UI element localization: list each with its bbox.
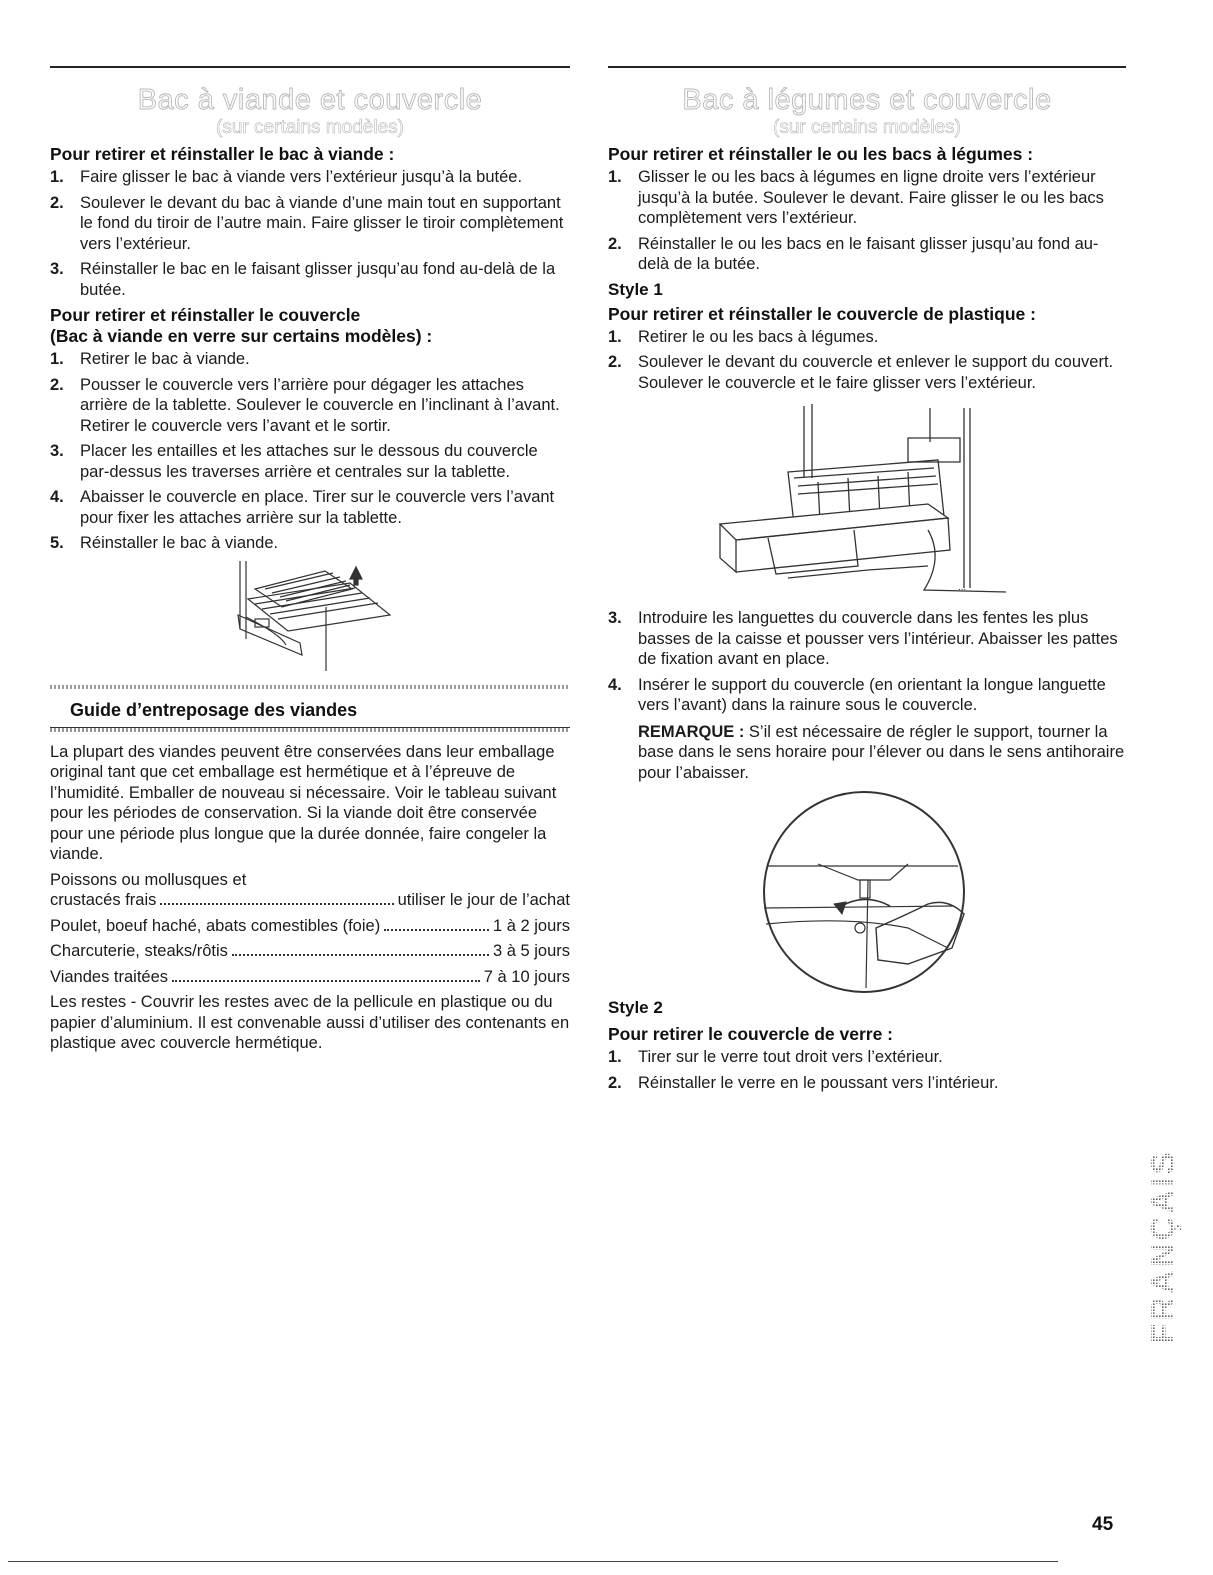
cover-steps <box>50 349 570 554</box>
list-item: 2. Réinstaller le ou les bacs en le faisant glisser jusqu’au fond au-delà de la butée. <box>608 234 1099 273</box>
list-item: 3. Réinstaller le bac en le faisant glisser jusqu’au fond au-delà de la butée. <box>50 260 556 299</box>
storage-row: crustacés frais utiliser le jour de l’achat <box>50 891 570 909</box>
storage-row: Charcuterie, steaks/rôtis 3 à 5 jours <box>50 942 570 960</box>
crisper-steps <box>608 167 1126 275</box>
language-side-tab <box>1144 1086 1182 1348</box>
page-number: 45 <box>1092 1514 1114 1535</box>
list-item: 1. Glisser le ou les bacs à légumes en ligne droite vers l’extérieur jusqu’à la butée. Soulever le devant. Faire glisser le ou les bacs complètement vers l’extérieur. <box>608 168 1104 227</box>
list-item: 4. Abaisser le couvercle en place. Tirer sur le couvercle vers l’avant pour fixer les attaches arrière sur la tablette. <box>50 488 555 527</box>
list-item: 2. Pousser le couvercle vers l’arrière pour dégager les attaches arrière de la tablette. Soulever le couvercle en l’inclinant à l’avant. Retirer le couvercle vers l’avant et le sortir. <box>50 375 560 435</box>
meat-drawer-cover-illustration <box>50 559 570 671</box>
hatch-divider <box>50 728 570 732</box>
list-item: 1. Faire glisser le bac à viande vers l’extérieur jusqu’à la butée. <box>50 168 523 186</box>
remark-note: REMARQUE : S’il est nécessaire de régler le support, tourner la base dans le sens horaire pour l’élever ou dans le sens antihoraire pour l’abaisser. <box>638 722 1125 782</box>
crisper-subtitle: (sur certains modèles) <box>773 117 961 138</box>
top-rule <box>608 66 1126 68</box>
remove-cover-heading: Pour retirer et réinstaller le couvercle <box>50 305 361 325</box>
meat-storage-guide-title: Guide d’entreposage des viandes <box>50 689 570 728</box>
meat-drawer-title: Bac à viande et couvercle <box>137 84 483 116</box>
meat-drawer-subtitle: (sur certains modèles) <box>216 117 404 138</box>
cover-support-adjust-illustration <box>608 788 1126 996</box>
list-item: 1. Tirer sur le verre tout droit vers l’extérieur. <box>608 1048 943 1066</box>
remark-label: REMARQUE : <box>638 722 745 741</box>
list-item: 3. Introduire les languettes du couvercle dans les fentes les plus basses de la caisse et pousser vers l’intérieur. Abaisser les pattes de fixation avant en place. <box>608 609 1118 668</box>
bottom-rule <box>8 1561 1058 1562</box>
remove-plastic-cover-heading: Pour retirer et réinstaller le couvercle de plastique : <box>608 303 1036 324</box>
meat-storage-guide <box>50 685 570 1054</box>
plastic-cover-steps-a <box>608 327 1126 394</box>
leftovers-text: Les restes - Couvrir les restes avec de la pellicule en plastique ou du papier d’aluminium. Il est convenable aussi d’utiliser des contenants en plastique avec couvercle hermétique. <box>50 993 570 1052</box>
crisper-cover-illustration <box>608 398 1126 608</box>
dot-leader <box>232 954 489 956</box>
left-column <box>50 66 570 1059</box>
dot-leader <box>384 929 489 931</box>
storage-row: Viandes traitées 7 à 10 jours <box>50 967 570 986</box>
remove-cover-subheading: (Bac à viande en verre sur certains modèles) : <box>50 326 433 346</box>
glass-cover-steps <box>608 1047 1126 1093</box>
list-item: 3. Placer les entailles et les attaches sur le dessous du couvercle par-dessus les traverses arrière et centrales sur la tablette. <box>50 442 538 481</box>
dot-leader <box>160 903 393 905</box>
svg-text:...: ... <box>958 582 967 593</box>
style-1-label: Style 1 <box>608 279 663 299</box>
list-item: 4. Insérer le support du couvercle (en orientant la longue languette vers l’avant) dans la rainure sous le couvercle. REMARQUE : S’il est nécessaire de régler le support, tourner la base dans le sens horaire pour l’élever ou dans le sens antihoraire pour l’abaisser. <box>608 675 1125 782</box>
crisper-title: Bac à légumes et couvercle <box>682 84 1052 116</box>
list-item: 5. Réinstaller le bac à viande. <box>50 534 279 552</box>
list-item: 2. Soulever le devant du couvercle et enlever le support du couvert. Soulever le couvercle et le faire glisser vers l’extérieur. <box>608 353 1114 392</box>
right-column <box>608 66 1126 1098</box>
remove-meat-drawer-heading: Pour retirer et réinstaller le bac à viande : <box>50 144 395 164</box>
top-rule <box>50 66 570 68</box>
list-item: 1. Retirer le bac à viande. <box>50 350 250 368</box>
fish-label-line: Poissons ou mollusques et <box>50 870 247 889</box>
plastic-cover-steps-b <box>608 608 1126 783</box>
remove-crisper-heading: Pour retirer et réinstaller le ou les bacs à légumes : <box>608 144 1034 164</box>
dot-leader <box>172 980 480 982</box>
remove-glass-cover-heading: Pour retirer le couvercle de verre : <box>608 1024 893 1044</box>
storage-row: Poulet, boeuf haché, abats comestibles (foie) 1 à 2 jours <box>50 916 570 935</box>
list-item: 2. Réinstaller le verre en le poussant vers l’intérieur. <box>608 1073 999 1092</box>
list-item: 1. Retirer le ou les bacs à légumes. <box>608 327 879 346</box>
side-tab-label: FRANÇAIS <box>1144 1149 1181 1344</box>
meat-storage-intro: La plupart des viandes peuvent être conservées dans leur emballage original tant que cet emballage est hermétique et à l’épreuve de l’humidité. Emballer de nouveau si nécessaire. Voir le tableau suivant pour les périodes de conservation. Si la viande doit être conservée pour une période plus longue que la durée donnée, faire congeler la viande. <box>50 742 557 863</box>
style-2-label: Style 2 <box>608 998 663 1017</box>
meat-drawer-steps <box>50 167 570 300</box>
list-item: 2. Soulever le devant du bac à viande d’une main tout en supportant le fond du tiroir de l’autre main. Faire glisser le tiroir complètement vers l’extérieur. <box>50 193 564 253</box>
